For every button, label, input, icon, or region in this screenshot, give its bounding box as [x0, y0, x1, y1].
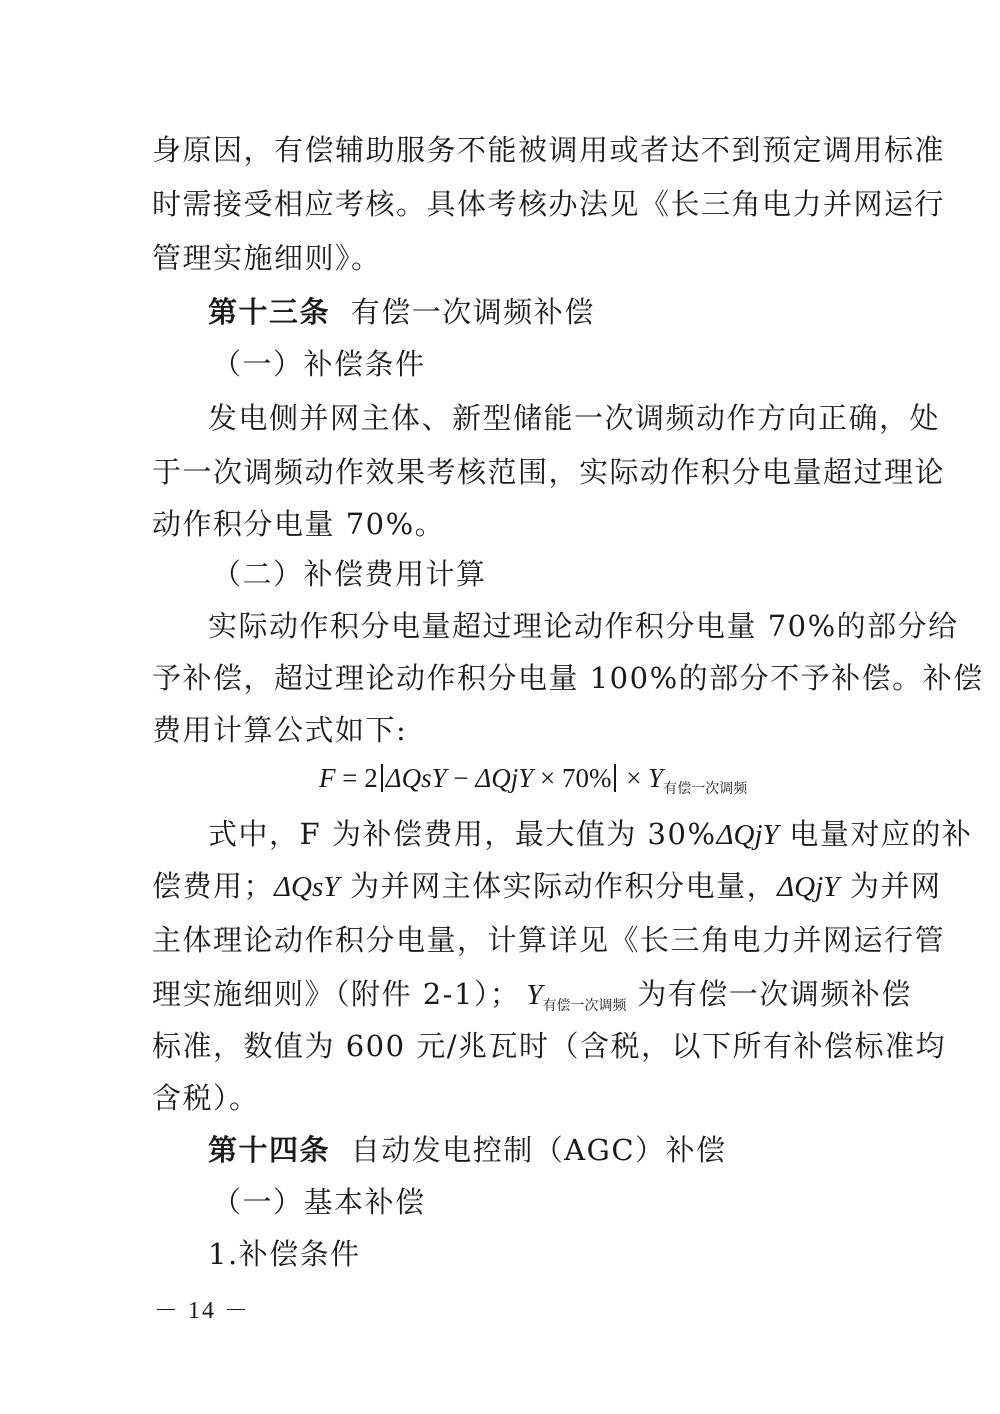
math-delta-qsy: ΔQsY: [274, 871, 340, 903]
text-span: 为并网: [839, 869, 942, 903]
paragraph-line: 实际动作积分电量超过理论动作积分电量 70%的部分给: [208, 609, 959, 643]
paragraph-line: 予补偿，超过理论动作积分电量 100%的部分不予补偿。补偿: [152, 661, 984, 695]
paragraph-line: 标准，数值为 600 元/兆瓦时（含税，以下所有补偿标准均: [152, 1029, 947, 1063]
section-heading: （一）基本补偿: [212, 1185, 426, 1219]
formula-term1: ΔQsY: [385, 763, 447, 793]
article-14-heading: [208, 1132, 727, 1168]
paragraph-line: 身原因，有偿辅助服务不能被调用或者达不到预定调用标准: [152, 133, 946, 167]
article-14-title: 自动发电控制（AGC）补偿: [350, 1133, 727, 1167]
page-number: － 14 －: [154, 1298, 250, 1324]
paragraph-line: 于一次调频动作效果考核范围，实际动作积分电量超过理论: [152, 455, 946, 489]
paragraph-line: [152, 868, 942, 904]
abs-bar-right: [614, 764, 616, 792]
text-span: 为有偿一次调频补偿: [626, 977, 912, 1011]
section-heading: （一）补偿条件: [212, 347, 426, 381]
paragraph-line: 主体理论动作积分电量，计算详见《长三角电力并网运行管: [152, 923, 946, 957]
article-13-label: 第十三条: [208, 295, 331, 329]
math-delta-qjy: ΔQjY: [777, 871, 840, 903]
compensation-formula: [319, 760, 747, 796]
article-14-label: 第十四条: [208, 1133, 331, 1167]
formula-eq: = 2: [335, 763, 378, 793]
text-span: 理实施细则》（附件 2-1）；: [152, 977, 521, 1011]
formula-minus: −: [446, 763, 476, 793]
paragraph-line: 含税）。: [152, 1081, 260, 1115]
formula-times-pct: × 70%: [533, 763, 612, 793]
formula-y: Y: [648, 763, 664, 793]
text-span: 电量对应的补: [778, 817, 973, 851]
paragraph-line: 时需接受相应考核。具体考核办法见《长三角电力并网运行: [152, 187, 946, 221]
list-item: 1.补偿条件: [208, 1237, 361, 1271]
math-delta-qjy: ΔQjY: [716, 819, 779, 851]
article-13-title: 有偿一次调频补偿: [350, 295, 595, 329]
article-13-heading: [208, 294, 595, 330]
text-span: 偿费用；: [152, 869, 275, 903]
paragraph-line: 管理实施细则》。: [152, 241, 382, 275]
formula-times: ×: [619, 763, 649, 793]
paragraph-line: [208, 816, 972, 852]
abs-bar-left: [381, 764, 383, 792]
text-span: 为并网主体实际动作积分电量，: [339, 869, 778, 903]
paragraph-line: 发电侧并网主体、新型储能一次调频动作方向正确，处: [208, 401, 941, 435]
formula-term2: ΔQjY: [475, 763, 534, 793]
formula-y-subscript: 有偿一次调频: [663, 781, 748, 797]
formula-lhs: F: [319, 763, 336, 793]
paragraph-line: [152, 976, 912, 1012]
text-span: 式中，F 为补偿费用，最大值为 30%: [208, 817, 717, 851]
paragraph-line: 费用计算公式如下:: [152, 713, 408, 747]
section-heading: （二）补偿费用计算: [212, 557, 487, 591]
math-y-subscript: 有偿一次调频: [542, 998, 627, 1014]
math-y: Y: [526, 979, 543, 1011]
paragraph-line: 动作积分电量 70%。: [152, 507, 446, 541]
